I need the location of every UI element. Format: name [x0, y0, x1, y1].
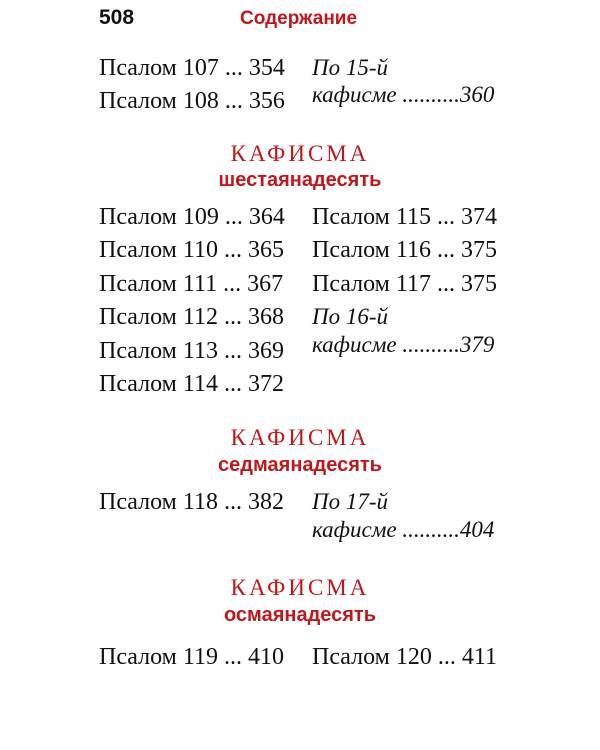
toc-entry-psalm-118: Псалом 118 ... 382	[99, 489, 284, 515]
toc-entry-psalm-120: Псалом 120 ... 411	[312, 644, 497, 670]
kathisma-end-note-line2: кафисме ..........404	[312, 517, 495, 542]
toc-entry-psalm-112: Псалом 112 ... 368	[99, 304, 284, 330]
kathisma-end-note-line1: По 16-й	[312, 304, 389, 329]
kathisma-end-note-line1: По 15-й	[312, 55, 389, 80]
page-number: 508	[99, 6, 135, 29]
kathisma-heading: КАФИСМА	[230, 575, 370, 600]
toc-entry-psalm-115: Псалом 115 ... 374	[312, 204, 497, 230]
kathisma-end-note-line2: кафисме ..........379	[312, 332, 495, 357]
toc-entry-psalm-110: Псалом 110 ... 365	[99, 237, 284, 263]
kathisma-heading: КАФИСМА	[230, 141, 370, 166]
toc-entry-psalm-113: Псалом 113 ... 369	[99, 338, 284, 364]
toc-entry-psalm-107: Псалом 107 ... 354	[99, 55, 285, 81]
toc-entry-psalm-119: Псалом 119 ... 410	[99, 644, 284, 670]
toc-entry-psalm-114: Псалом 114 ... 372	[99, 371, 284, 397]
toc-entry-psalm-116: Псалом 116 ... 375	[312, 237, 497, 263]
kathisma-subheading: осмаянадесять	[223, 604, 377, 626]
kathisma-subheading: седмаянадесять	[218, 454, 382, 476]
toc-entry-psalm-108: Псалом 108 ... 356	[99, 88, 285, 114]
kathisma-heading: КАФИСМА	[230, 425, 370, 450]
kathisma-end-note-line1: По 17-й	[312, 489, 389, 514]
toc-entry-psalm-111: Псалом 111 ... 367	[99, 271, 284, 297]
toc-entry-psalm-109: Псалом 109 ... 364	[99, 204, 285, 230]
kathisma-subheading: шестаянадесять	[218, 169, 382, 191]
kathisma-end-note-line2: кафисме ..........360	[312, 82, 495, 107]
toc-entry-psalm-117: Псалом 117 ... 375	[312, 271, 497, 297]
running-head: Содержание	[240, 8, 358, 29]
